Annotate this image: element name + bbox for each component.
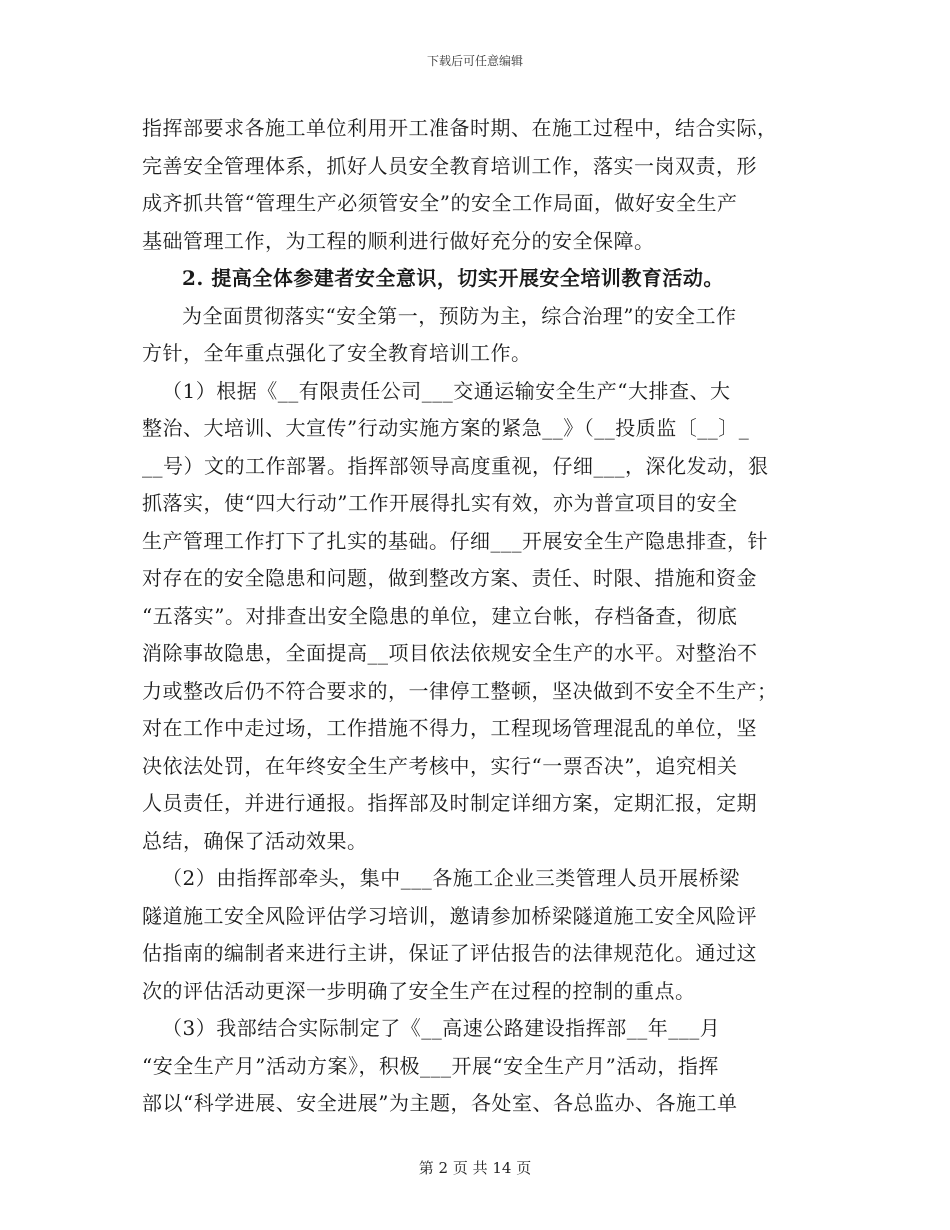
paragraph-line: 隧道施工安全风险评估学习培训，邀请参加桥梁隧道施工安全风险评 [142, 903, 757, 928]
paragraph-line: 为全面贯彻落实“安全第一，预防为主，综合治理”的安全工作 [182, 303, 737, 328]
paragraph-line: “安全生产月”活动方案》，积极___开展“安全生产月”活动，指挥 [142, 1053, 719, 1078]
paragraph-line: 消除事故隐患，全面提高__项目依法依规安全生产的水平。对整治不 [142, 641, 758, 665]
paragraph-line: 部以“科学进展、安全进展”为主题，各处室、各总监办、各施工单 [142, 1091, 738, 1115]
paragraph-line: 成齐抓共管“管理生产必须管安全”的安全工作局面，做好安全生产 [142, 191, 738, 215]
paragraph-line: __号）文的工作部署。指挥部领导高度重视，仔细___，深化发动，狠 [142, 453, 769, 478]
paragraph-line: “五落实”。对排查出安全隐患的单位，建立台帐，存档备查，彻底 [142, 603, 738, 628]
paragraph-line: 总结，确保了活动效果。 [142, 828, 368, 853]
paragraph-line: 整治、大培训、大宣传”行动实施方案的紧急__》（__投质监〔__〕_ [142, 416, 750, 440]
paragraph-line: 生产管理工作打下了扎实的基础。仔细___开展安全生产隐患排查，针 [142, 528, 768, 553]
paragraph-line: 基础管理工作，为工程的顺利进行做好充分的安全保障。 [142, 228, 655, 253]
paragraph-line: 完善安全管理体系，抓好人员安全教育培训工作，落实一岗双责，形 [142, 153, 757, 178]
list-item-line: （2）由指挥部牵头，集中___各施工企业三类管理人员开展桥梁 [162, 866, 740, 890]
page-header: 下载后可任意编辑 [426, 54, 523, 68]
paragraph-line: 人员责任，并进行通报。指挥部及时制定详细方案，定期汇报，定期 [142, 791, 757, 815]
paragraph-line: 对在工作中走过场，工作措施不得力，工程现场管理混乱的单位，坚 [142, 716, 757, 740]
paragraph-line: 次的评估活动更深一步明确了安全生产在过程的控制的重点。 [142, 978, 696, 1003]
section-heading: 2. 提高全体参建者安全意识，切实开展安全培训教育活动。 [182, 266, 724, 290]
paragraph-line: 力或整改后仍不符合要求的，一律停工整顿，坚决做到不安全不生产； [142, 678, 778, 703]
list-item-line: （3）我部结合实际制定了《__高速公路建设指挥部__年___月 [162, 1016, 721, 1040]
paragraph-line: 指挥部要求各施工单位利用开工准备时期、在施工过程中，结合实际， [142, 116, 778, 140]
paragraph-line: 估指南的编制者来进行主讲，保证了评估报告的法律规范化。通过这 [142, 941, 757, 965]
paragraph-line: 决依法处罚，在年终安全生产考核中，实行“一票否决”，追究相关 [142, 753, 738, 778]
paragraph-line: 对存在的安全隐患和问题，做到整改方案、责任、时限、措施和资金 [142, 566, 757, 590]
paragraph-line: 抓落实，使“四大行动”工作开展得扎实有效，亦为普宣项目的安全 [142, 491, 738, 515]
document-body [142, 110, 802, 1123]
page-footer: 第 2 页 共 14 页 [418, 1159, 532, 1177]
paragraph-line: 方针，全年重点强化了安全教育培训工作。 [142, 341, 532, 365]
list-item-line: （1）根据《__有限责任公司___交通运输安全生产“大排查、大 [162, 378, 731, 403]
